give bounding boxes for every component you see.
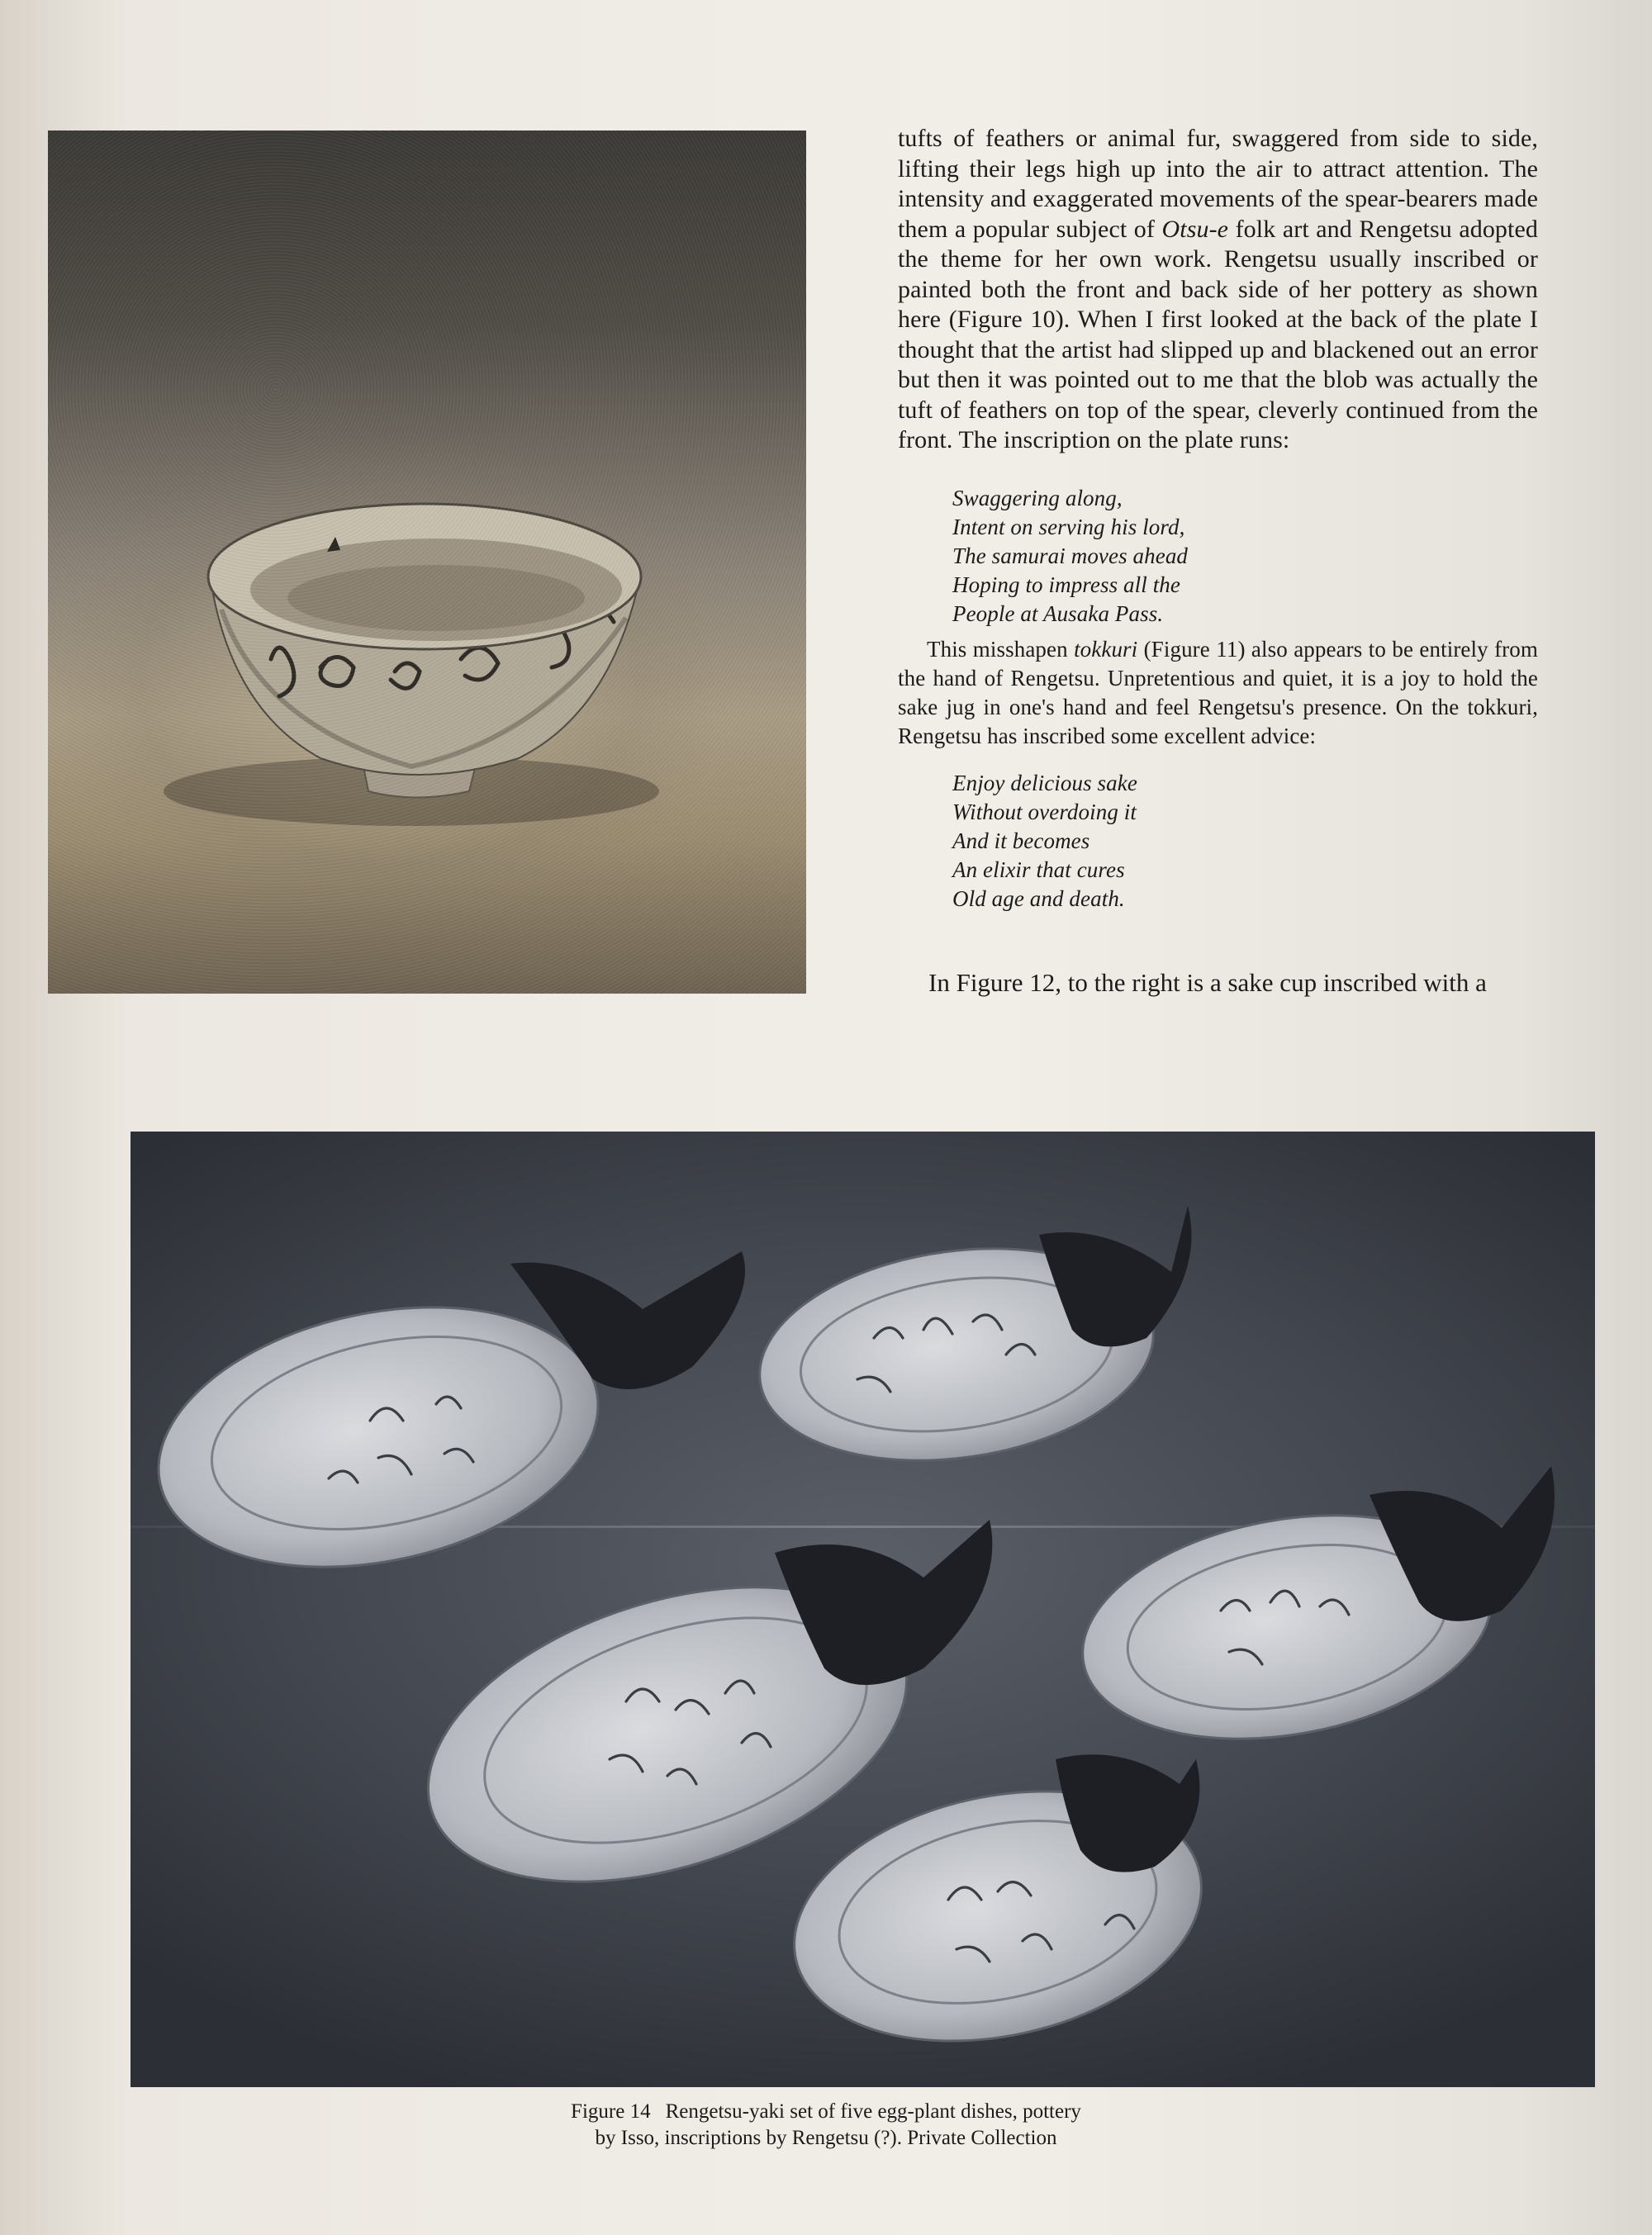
paragraph-2-text-b: (Figure 11) also appears to be entirely from the hand of Rengetsu. Unpretentious and quiet, it is a joy to hold the sake jug in one's hand and feel Rengetsu's presence. On the tokkuri, Rengetsu has inscribed some excellent advice:: [898, 636, 1538, 748]
otsu-e-term: Otsu-e: [1161, 215, 1229, 243]
article-paragraph-3: In Figure 12, to the right is a sake cup inscribed with a: [928, 968, 1487, 997]
caption-line-1: [0, 2099, 1652, 2125]
tokkuri-term: tokkuri: [1074, 636, 1138, 662]
poem-line: Intent on serving his lord,: [952, 514, 1185, 539]
article-paragraph-1: [898, 124, 1538, 456]
eggplant-dish-4: [1065, 1466, 1555, 1768]
poem-line: Enjoy delicious sake: [952, 770, 1137, 795]
tea-bowl-photo: [48, 130, 806, 994]
paragraph-1-text-b: folk art and Rengetsu adopted the theme for her own work. Rengetsu usually inscribed or painted both the front and back side of her pottery as shown here (Figure 10). When I first looked at the back of the plate I thought that the artist had slipped up and blackened out an error but then it was pointed out to me that the blob was actually the tuft of feathers on top of the spear, cleverly continued from the front. The inscription on the plate runs:: [898, 215, 1538, 453]
eggplant-dish-2: [746, 1206, 1192, 1484]
poem-samurai: [952, 484, 1538, 629]
paragraph-1-text-a: tufts of feathers or animal fur, swaggered from side to side, lifting their legs high up into the air to attract attention. The intensity and exaggerated movements of the spear-bearers made them a popular subject of: [898, 125, 1538, 243]
poem-line: Old age and death.: [952, 885, 1125, 911]
poem-line: The samurai moves ahead: [952, 543, 1189, 568]
paragraph-2-text-a: This misshapen: [927, 636, 1075, 662]
article-text-column: [898, 124, 1538, 920]
caption-line-2: by Isso, inscriptions by Rengetsu (?). Private Collection: [595, 2127, 1057, 2149]
poem-line: Hoping to impress all the: [952, 572, 1180, 597]
figure-caption: [0, 2099, 1652, 2152]
eggplant-dish-5: [771, 1754, 1224, 2076]
eggplant-dishes-illustration: [131, 1132, 1595, 2087]
eggplant-dish-1: [135, 1251, 745, 1605]
poem-line: Swaggering along,: [952, 485, 1123, 510]
tea-bowl-illustration: [48, 130, 806, 994]
figure-number: Figure 14: [571, 2100, 651, 2123]
poem-line: Without overdoing it: [952, 799, 1137, 824]
poem-line: An elixir that cures: [952, 857, 1125, 882]
poem-line: People at Ausaka Pass.: [952, 600, 1164, 626]
article-paragraph-2: [898, 635, 1538, 751]
caption-text-1: Rengetsu-yaki set of five egg-plant dishes, pottery: [665, 2100, 1081, 2123]
poem-line: And it becomes: [952, 828, 1090, 853]
eggplant-dishes-photo: [131, 1132, 1595, 2087]
poem-sake: [952, 769, 1538, 913]
